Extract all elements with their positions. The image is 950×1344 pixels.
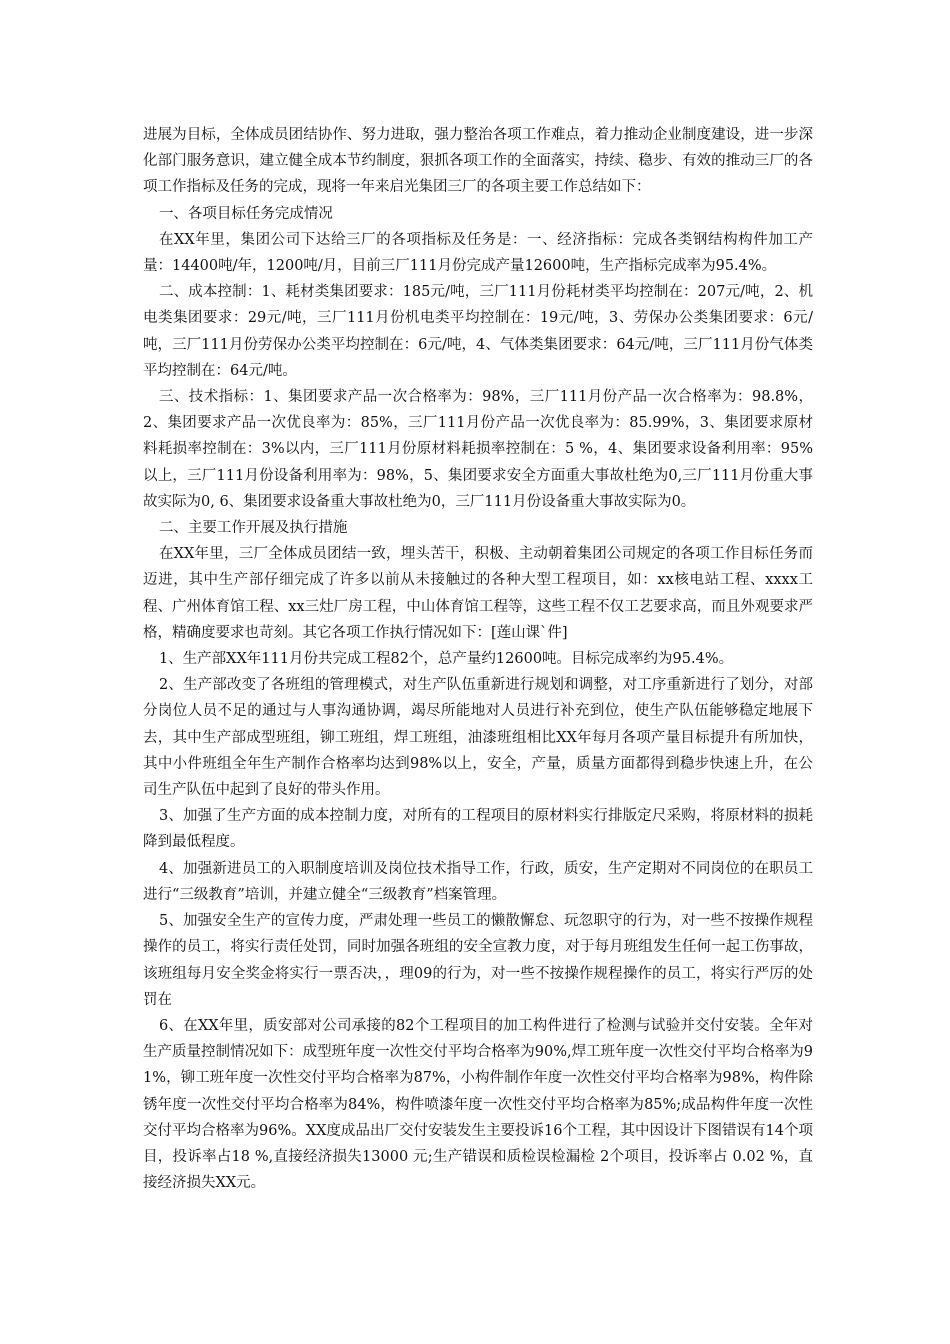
paragraph-cost-control: 二、成本控制：1、耗材类集团要求：185元/吨，三厂111月份耗材类平均控制在：207元/吨，2、机电类集团要求：29元/吨，三厂111月份机电类平均控制在：19元/吨，3、劳保办公类集团要求：6元/吨，三厂111月份劳保办公类平均控制在：6元/吨，4、气体类集团要求：64元/吨，三厂111月份气体类平均控制在：64元/吨。	[143, 284, 813, 379]
list-item-4: 4、加强新进员工的入职制度培训及岗位技术指导工作，行政，质安，生产定期对不同岗位的在职员工进行“三级教育”培训，并建立健全“三级教育”档案管理。	[143, 860, 813, 903]
list-item-2: 2、生产部改变了各班组的管理模式，对生产队伍重新进行规划和调整，对工序重新进行了划分，对部分岗位人员不足的通过与人事沟通协调，竭尽所能地对人员进行补充到位，使生产队伍能够稳定地展下去，其中生产部成型班组，铆工班组，焊工班组，油漆班组相比XX年每月各项产量目标提升有所加快，其中小件班组全年生产制作合格率均达到98%以上，安全，产量，质量方面都得到稳步快速上升，在公司生产队伍中起到了良好的带头作用。	[143, 677, 813, 799]
list-item-1: 1、生产部XX年111月份共完成工程82个，总产量约12600吨。目标完成率约为95.4%。	[158, 651, 734, 668]
list-item-5: 5、加强安全生产的宣传力度，严肃处理一些员工的懒散懈怠、玩忽职守的行为，对一些不按操作规程操作的员工，将实行责任处罚，同时加强各班组的安全宣教力度，对于每月班组发生任何一起工伤事故，该班组每月安全奖金将实行一票否决，，理09的行为，对一些不按操作规程操作的员工，将实行严厉的处罚在	[143, 913, 813, 1008]
heading-section-2: 二、主要工作开展及执行措施	[158, 520, 348, 537]
paragraph-work-overview: 在XX年里，三厂全体成员团结一致，埋头苦干，积极、主动朝着集团公司规定的各项工作目标任务而迈进，其中生产部仔细完成了许多以前从未接触过的各种大型工程项目，如：xx核电站工程、xxxx工程、广州体育馆工程、xx三灶厂房工程，中山体育馆工程等，这些工程不仅工艺要求高，而且外观要求严格，精确度要求也苛刻。其它各项工作执行情况如下：[莲山课`件]	[143, 546, 813, 641]
document-body	[143, 122, 813, 1196]
paragraph-intro: 进展为目标，全体成员团结协作、努力进取，强力整治各项工作难点，着力推动企业制度建设，进一步深化部门服务意识，建立健全成本节约制度，狠抓各项工作的全面落实，持续、稳步、有效的推动三厂的各项工作指标及任务的完成，现将一年来启光集团三厂的各项主要工作总结如下：	[143, 127, 813, 196]
list-item-3: 3、加强了生产方面的成本控制力度，对所有的工程项目的原材料实行排版定尺采购，将原材料的损耗降到最低程度。	[143, 808, 813, 851]
heading-section-1: 一、各项目标任务完成情况	[158, 205, 333, 222]
list-item-6: 6、在XX年里，质安部对公司承接的82个工程项目的加工构件进行了检测与试验并交付安装。全年对生产质量控制情况如下：成型班年度一次性交付平均合格率为90%,焊工班年度一次性交付平均合格率为91%，铆工班年度一次性交付平均合格率为87%，小构件制作年度一次性交付平均合格率为98%，构件除锈年度一次性交付平均合格率为84%，构件喷漆年度一次性交付平均合格率为85%;成品构件年度一次性交付平均合格率为96%。XX度成品出厂交付安装发生主要投诉16个工程，其中因设计下图错误有14个项目，投诉率占18 %,直接经济损失13000 元;生产错误和质检误检漏检 2个项目，投诉率占 0.02 %，直接经济损失XX元。	[143, 1017, 813, 1192]
paragraph-technical-indicators: 三、技术指标：1、集团要求产品一次合格率为：98%，三厂111月份产品一次合格率为：98.8%，2、集团要求产品一次优良率为：85%，三厂111月份产品一次优良率为：85.99%，3、集团要求原材料耗损率控制在：3%以内，三厂111月份原材料耗损率控制在：5 %，4、集团要求设备利用率：95%以上，三厂111月份设备利用率为：98%，5、集团要求安全方面重大事故杜绝为0,三厂111月份重大事故实际为0, 6、集团要求设备重大事故杜绝为0，三厂111月份设备重大事故实际为0。	[143, 389, 813, 510]
paragraph-economic-indicators: 在XX年里，集团公司下达给三厂的各项指标及任务是：一、经济指标：完成各类钢结构构件加工产量：14400吨/年，1200吨/月，目前三厂111月份完成产量12600吨，生产指标完成率为95.4%。	[143, 231, 813, 275]
